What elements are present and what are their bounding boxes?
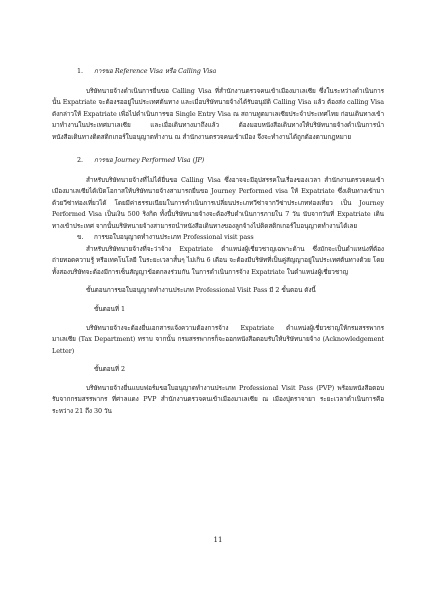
- step-1-label: ขั้นตอนที่ 1: [94, 304, 126, 313]
- section-2-paragraph: สำหรับบริษัทนายจ้างที่ไม่ได้ยื่นขอ Calling Visa ซึ่งอาจจะมีอุปสรรคในเรื่องของเวลา สำนักงานตรวจคนเข้าเมืองมาเลเซียได้เปิดโอกาสให้บริษัทนายจ้างสามารถยื่นขอ Journey Performed visa ให้ Expatriate ซึ่งเดินทางเข้ามาด้วยวีซ่าท่องเที่ยวได้ โดยมีค่าธรรมเนียมในการดำเนินการเปลี่ยนประเภทวีซ่าจากวีซ่าประเภทท่องเที่ยว เป็น Journey Performed Visa เป็นเงิน 500 ริงกิต ทั้งนี้บริษัทนายจ้างจะต้องรีบดำเนินการภายใน 7 วัน นับจากวันที่ Expatriate เดินทางเข้าประเทศ จากนั้นบริษัทนายจ้างสามารถนำหนังสือเดินทางของลูกจ้างไปติดสติกเกอร์ใบอนุญาตทำงานได้เลย: [52, 176, 384, 230]
- section-1-number: 1.: [77, 67, 83, 75]
- document-body: [52, 66, 384, 417]
- section-2-number: 2.: [77, 156, 83, 165]
- subsection-b-paragraph: สำหรับบริษัทนายจ้างที่จะว่าจ้าง Expatriate ตำแหน่งผู้เชี่ยวชาญเฉพาะด้าน ซึ่งมักจะเป็นตำแหน่งที่ต้องถ่ายทอดความรู้ หรือเทคโนโลยี ในระยะเวลาสั้นๆ ไม่เกิน 6 เดือน จะต้องมีบริษัทที่เป็นคู่สัญญาอยู่ในประเทศต้นทางด้วย โดยทั้งสองบริษัทจะต้องมีการเซ็นสัญญาข้อตกลงร่วมกัน ในการดำเนินการจ้าง Expatriate ในตำแหน่งผู้เชี่ยวชาญ: [52, 245, 384, 276]
- step-2-label: ขั้นตอนที่ 2: [94, 364, 126, 373]
- page-number: 11: [213, 536, 223, 544]
- section-2-heading: [52, 155, 384, 168]
- section-1-paragraph: บริษัทนายจ้างดำเนินการยื่นขอ Calling Visa ที่สำนักงานตรวจคนเข้าเมืองมาเลเซีย ซึ่งในระหว่างดำเนินการนั้น Expatriate จะต้องรออยู่ในประเทศต้นทาง และเมื่อบริษัทนายจ้างได้รับอนุมัติ Calling Visa แล้ว ต้องส่ง calling Visa ดังกล่าวให้ Expatriate เพื่อไปดำเนินการขอ Single Entry Visa ณ สถานทูตมาเลเซียประจำประเทศไทย ก่อนเดินทางเข้ามาทำงานในประเทศมาเลเซีย และเมื่อเดินทางมาถึงแล้ว ต้องมอบหนังสือเดินทางให้บริษัทนายจ้างดำเนินการนำหนังสือเดินทางติดสติกเกอร์ใบอนุญาตทำงาน ณ สำนักงานตรวจคนเข้าเมือง จึงจะทำงานได้ถูกต้องตามกฎหมาย: [52, 87, 384, 141]
- step-1-text: บริษัทนายจ้างจะต้องยื่นเอกสารแจ้งความต้องการจ้าง Expatriate ตำแหน่งผู้เชี่ยวชาญให้กรมสรรพากรมาเลเซีย (Tax Department) ทราบ จากนั้น กรมสรรพากรก็จะออกหนังสือตอบรับให้บริษัทนายจ้าง (Acknowledgement Letter): [52, 323, 384, 355]
- step-2-text: บริษัทนายจ้างยื่นแบบฟอร์มขอใบอนุญาตทำงานประเภท Professional Visit Pass (PVP) พร้อมหนังสือตอบรับจากกรมสรรพากร ที่ศาลแดง PVP สำนักงานตรวจคนเข้าเมืองมาเลเซีย ณ เมืองปุตราจายา ระยะเวลาดำเนินการคือ ระหว่าง 21 ถึง 30 วัน: [52, 383, 384, 415]
- section-2-title: การขอ Journey Performed Visa (JP): [94, 156, 205, 165]
- subsection-b-number: ข.: [77, 233, 84, 242]
- subsection-b-title: การขอใบอนุญาตทำงานประเภท Professional visit pass: [94, 233, 254, 242]
- subsection-b-heading: [52, 232, 384, 244]
- section-1-heading: [52, 66, 384, 79]
- section-1-title: การขอ Reference Visa หรือ Calling Visa: [94, 67, 217, 75]
- procedure-intro: ขั้นตอนการขอใบอนุญาตทำงานประเภท Professional Visit Pass มี 2 ขั้นตอน ดังนี้: [86, 286, 316, 295]
